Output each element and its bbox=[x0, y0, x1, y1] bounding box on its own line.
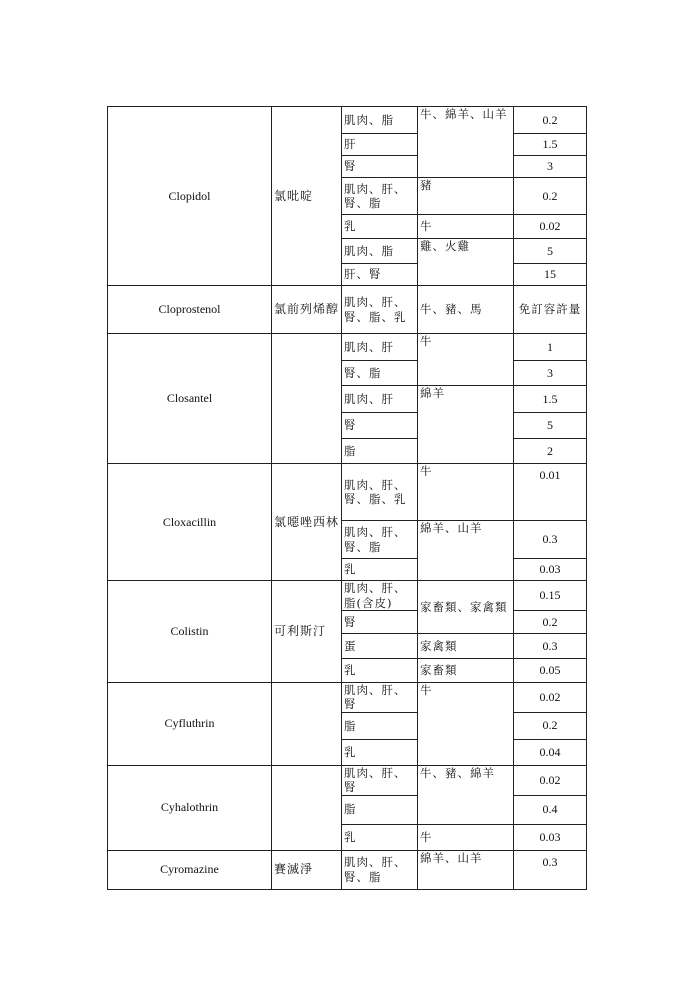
limit-cell: 1.5 bbox=[514, 386, 587, 413]
limit-cell: 免訂容許量 bbox=[514, 286, 587, 334]
limit-cell: 0.4 bbox=[514, 795, 587, 824]
drug-name-zh: 氯前列烯醇 bbox=[272, 286, 342, 334]
drug-name-zh: 氯噁唑西林 bbox=[272, 464, 342, 581]
tissue-cell: 肌肉、肝 bbox=[342, 386, 418, 413]
drug-name-en: Cloprostenol bbox=[108, 286, 272, 334]
species-cell: 牛、豬、綿羊 bbox=[418, 765, 514, 824]
tissue-cell: 乳 bbox=[342, 824, 418, 850]
table-row bbox=[108, 850, 587, 889]
limit-cell: 0.2 bbox=[514, 178, 587, 215]
limit-cell: 0.2 bbox=[514, 107, 587, 134]
tissue-cell: 脂 bbox=[342, 439, 418, 464]
species-cell: 雞、火雞 bbox=[418, 239, 514, 286]
drug-name-zh bbox=[272, 765, 342, 850]
drug-name-zh bbox=[272, 683, 342, 766]
limit-cell: 0.01 bbox=[514, 464, 587, 521]
tissue-cell: 腎 bbox=[342, 156, 418, 178]
species-cell: 牛、綿羊、山羊 bbox=[418, 107, 514, 178]
tissue-cell: 肌肉、脂 bbox=[342, 239, 418, 264]
limit-cell: 3 bbox=[514, 361, 587, 386]
residue-limit-table bbox=[107, 106, 587, 890]
limit-cell: 0.02 bbox=[514, 765, 587, 795]
drug-name-zh: 賽滅淨 bbox=[272, 850, 342, 889]
tissue-cell: 乳 bbox=[342, 215, 418, 239]
tissue-cell: 乳 bbox=[342, 659, 418, 683]
tissue-cell: 肌肉、脂 bbox=[342, 107, 418, 134]
tissue-cell: 肝 bbox=[342, 134, 418, 156]
species-cell: 豬 bbox=[418, 178, 514, 215]
species-cell: 家禽類 bbox=[418, 634, 514, 659]
drug-name-en: Colistin bbox=[108, 581, 272, 683]
limit-cell: 2 bbox=[514, 439, 587, 464]
tissue-cell: 肌肉、肝 bbox=[342, 334, 418, 361]
tissue-cell: 肌肉、肝、腎、脂、乳 bbox=[342, 286, 418, 334]
tissue-cell: 肌肉、肝、腎、脂 bbox=[342, 850, 418, 889]
limit-cell: 0.02 bbox=[514, 215, 587, 239]
limit-cell: 15 bbox=[514, 264, 587, 286]
limit-cell: 0.3 bbox=[514, 850, 587, 889]
tissue-cell: 脂 bbox=[342, 712, 418, 739]
tissue-cell: 肌肉、肝、腎、脂 bbox=[342, 521, 418, 559]
tissue-cell: 脂 bbox=[342, 795, 418, 824]
table-row bbox=[108, 334, 587, 361]
table-row bbox=[108, 107, 587, 134]
tissue-cell: 肝、腎 bbox=[342, 264, 418, 286]
species-cell: 家畜類 bbox=[418, 659, 514, 683]
tissue-cell: 肌肉、肝、腎、脂、乳 bbox=[342, 464, 418, 521]
limit-cell: 0.05 bbox=[514, 659, 587, 683]
table-row bbox=[108, 683, 587, 713]
drug-name-en: Cyhalothrin bbox=[108, 765, 272, 850]
limit-cell: 0.03 bbox=[514, 824, 587, 850]
limit-cell: 0.03 bbox=[514, 559, 587, 581]
species-cell: 家畜類、家禽類 bbox=[418, 581, 514, 634]
limit-cell: 0.2 bbox=[514, 712, 587, 739]
drug-name-en: Cyromazine bbox=[108, 850, 272, 889]
drug-name-en: Closantel bbox=[108, 334, 272, 464]
species-cell: 綿羊、山羊 bbox=[418, 521, 514, 581]
limit-cell: 3 bbox=[514, 156, 587, 178]
limit-cell: 0.2 bbox=[514, 611, 587, 634]
tissue-cell: 乳 bbox=[342, 559, 418, 581]
table-row bbox=[108, 286, 587, 334]
species-cell: 牛 bbox=[418, 683, 514, 766]
limit-cell: 0.02 bbox=[514, 683, 587, 713]
table-row bbox=[108, 765, 587, 795]
table-row bbox=[108, 581, 587, 611]
limit-cell: 5 bbox=[514, 239, 587, 264]
tissue-cell: 腎 bbox=[342, 611, 418, 634]
tissue-cell: 肌肉、肝、腎 bbox=[342, 683, 418, 713]
limit-cell: 1.5 bbox=[514, 134, 587, 156]
tissue-cell: 肌肉、肝、腎 bbox=[342, 765, 418, 795]
species-cell: 牛 bbox=[418, 824, 514, 850]
table-row bbox=[108, 464, 587, 521]
limit-cell: 0.15 bbox=[514, 581, 587, 611]
tissue-cell: 蛋 bbox=[342, 634, 418, 659]
species-cell: 綿羊 bbox=[418, 386, 514, 464]
limit-cell: 0.3 bbox=[514, 634, 587, 659]
tissue-cell: 乳 bbox=[342, 739, 418, 765]
drug-name-en: Clopidol bbox=[108, 107, 272, 286]
drug-name-zh bbox=[272, 334, 342, 464]
tissue-cell: 腎、脂 bbox=[342, 361, 418, 386]
species-cell: 綿羊、山羊 bbox=[418, 850, 514, 889]
limit-cell: 0.04 bbox=[514, 739, 587, 765]
drug-name-en: Cloxacillin bbox=[108, 464, 272, 581]
limit-cell: 1 bbox=[514, 334, 587, 361]
species-cell: 牛 bbox=[418, 215, 514, 239]
limit-cell: 5 bbox=[514, 413, 587, 439]
species-cell: 牛 bbox=[418, 334, 514, 386]
species-cell: 牛 bbox=[418, 464, 514, 521]
species-cell: 牛、豬、馬 bbox=[418, 286, 514, 334]
drug-name-zh: 氯吡啶 bbox=[272, 107, 342, 286]
limit-cell: 0.3 bbox=[514, 521, 587, 559]
drug-name-en: Cyfluthrin bbox=[108, 683, 272, 766]
tissue-cell: 肌肉、肝、腎、脂 bbox=[342, 178, 418, 215]
drug-name-zh: 可利斯汀 bbox=[272, 581, 342, 683]
tissue-cell: 腎 bbox=[342, 413, 418, 439]
tissue-cell: 肌肉、肝、脂(含皮) bbox=[342, 581, 418, 611]
